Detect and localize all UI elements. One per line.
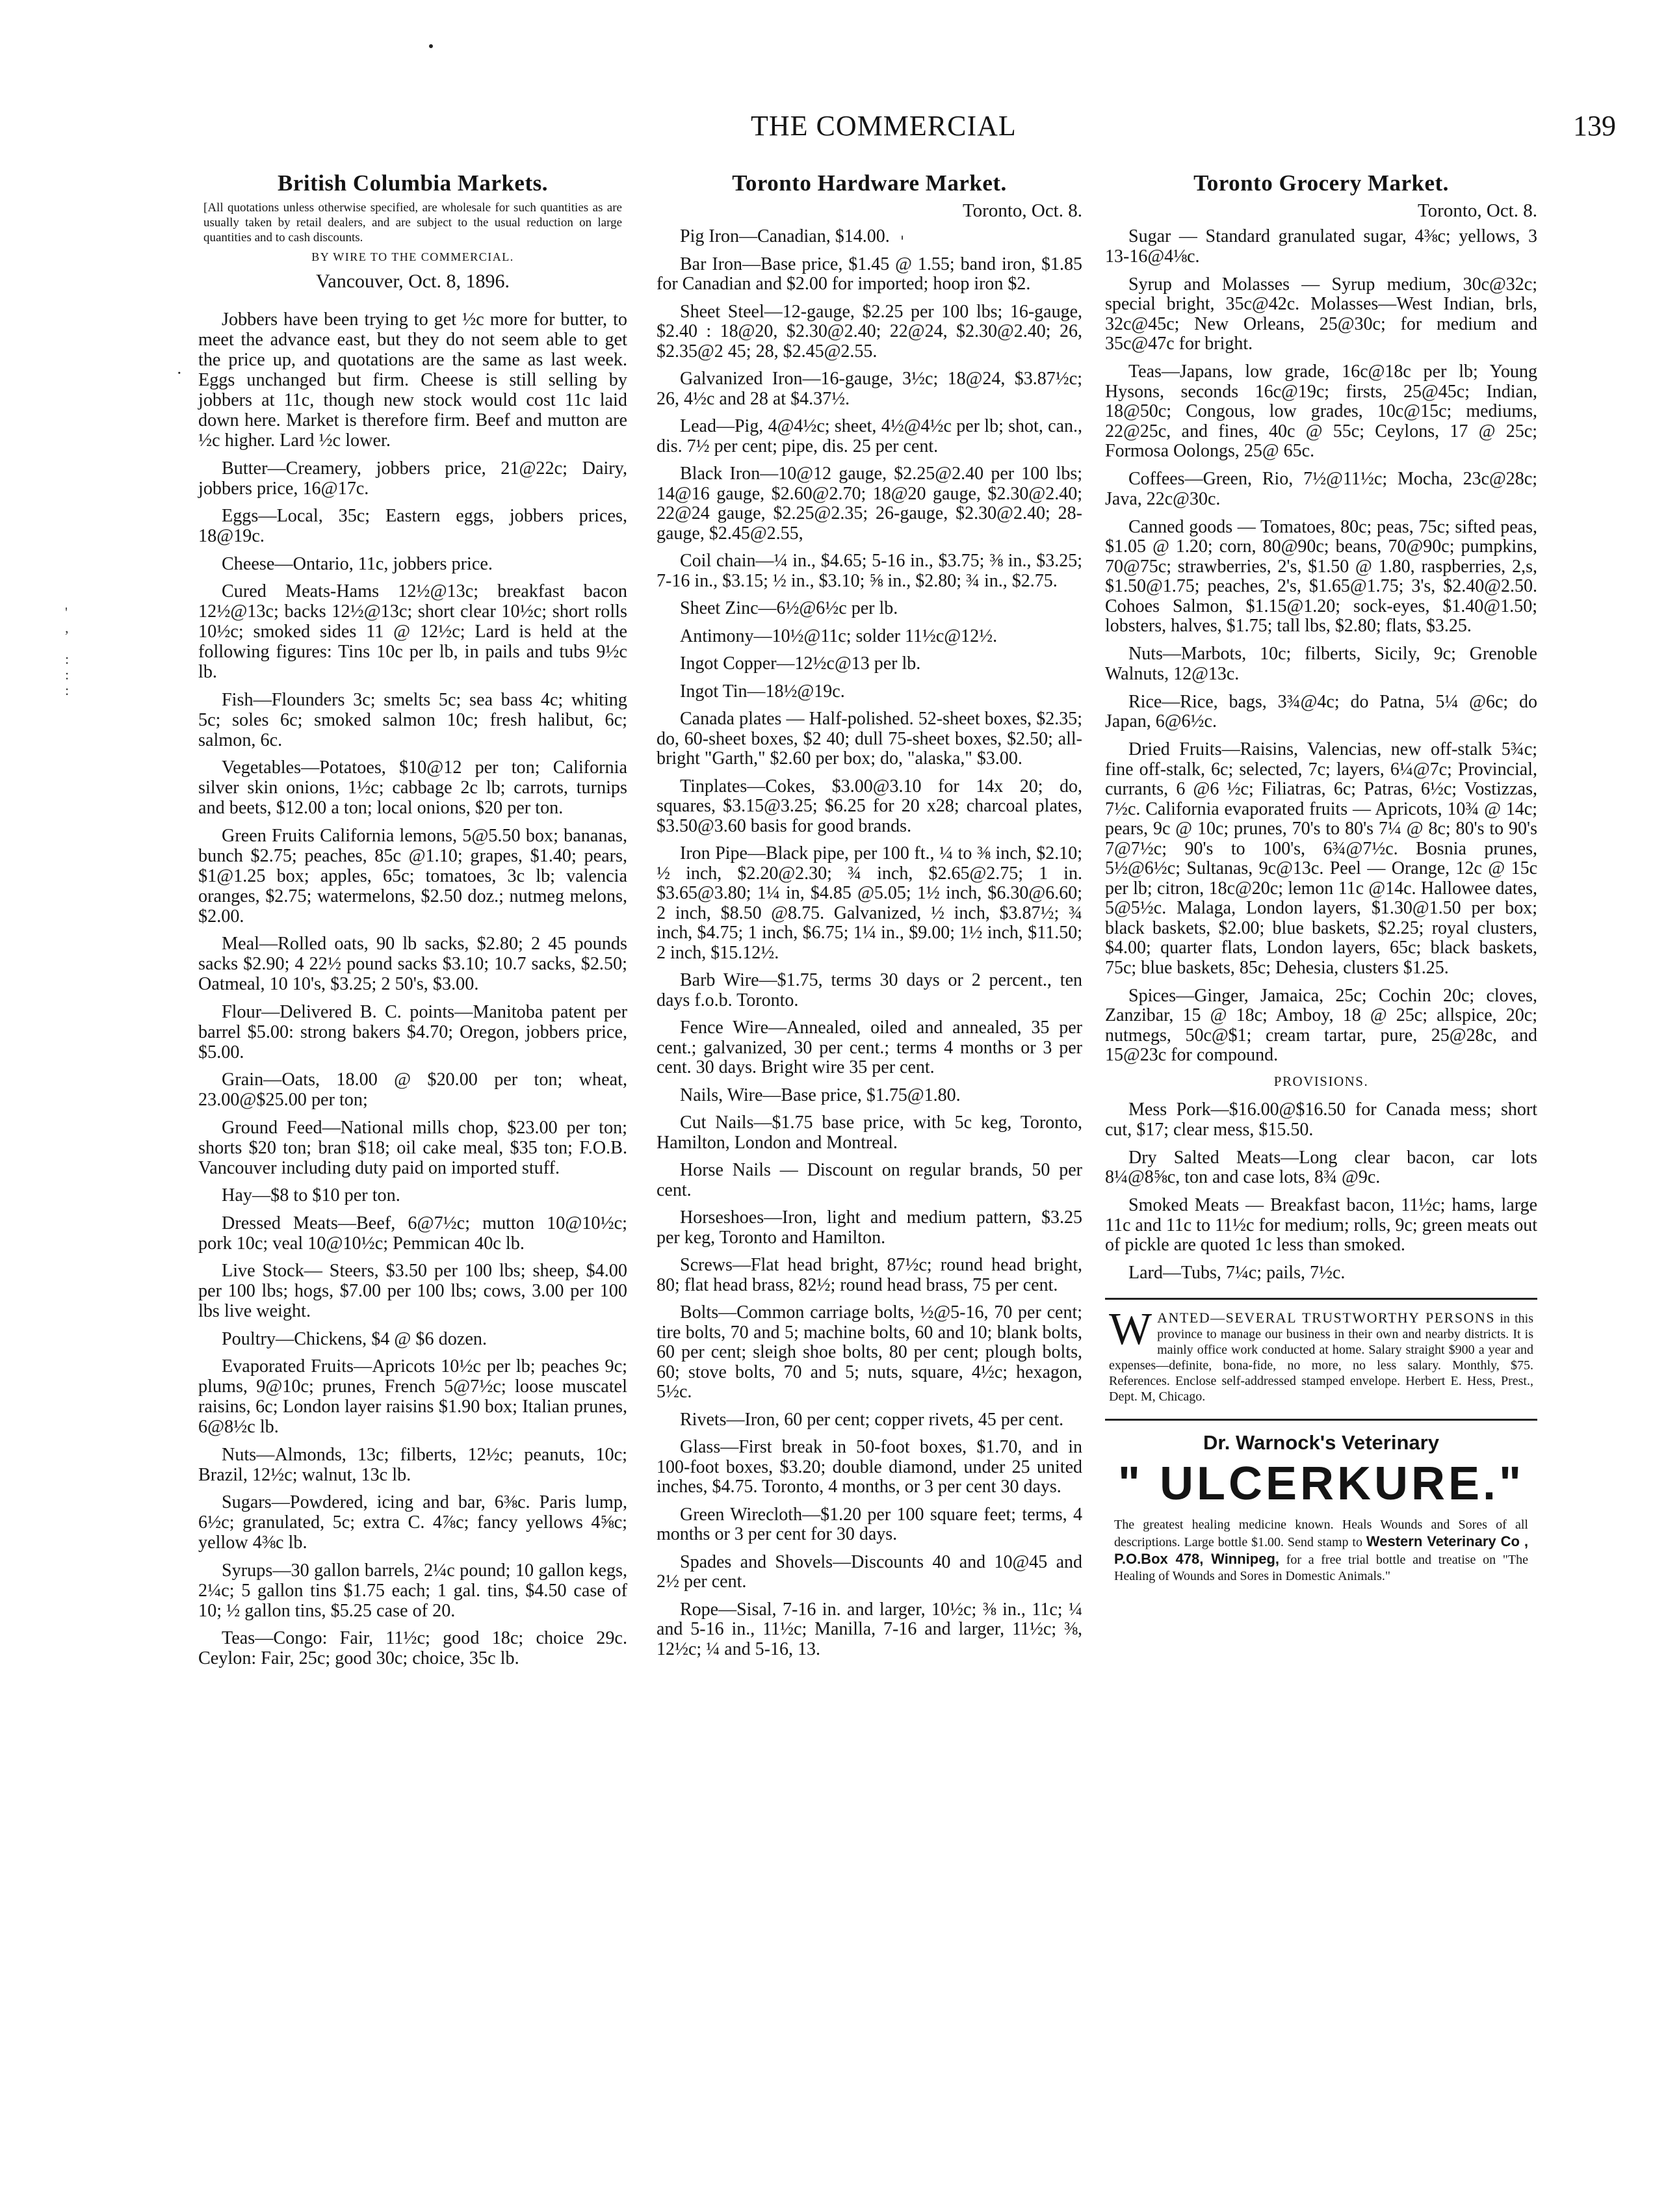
print-speck <box>429 44 433 48</box>
section-title: British Columbia Markets. <box>278 170 548 196</box>
price-item: Sheet Zinc—6½@6½c per lb. <box>680 598 898 618</box>
price-item: Sugars—Powdered, icing and bar, 6⅜c. Paris lump, 6½c; granulated, 5c; extra C. 4⅞c; fancy yellows 4⅝c; yellow 4⅜c lb. <box>198 1492 627 1553</box>
price-item: Grain—Oats, 18.00 @ $20.00 per ton; wheat, 23.00@$25.00 per ton; <box>198 1070 627 1110</box>
market-items <box>1105 227 1537 1066</box>
price-item: Canada plates — Half-polished. 52-sheet boxes, $2.35; do, 60-sheet boxes, $2 40; dull 75-sheet boxes, $2.50; all-bright "Garth," $2.60 per box; do, "alaska," $3.00. <box>657 709 1082 769</box>
price-item: Vegetables—Potatoes, $10@12 per ton; California silver skin onions, 1½c; cabbage 2c lb; carrots, turnips and beets, $12.00 a ton; local onions, $20 per ton. <box>198 757 627 818</box>
price-item: Flour—Delivered B. C. points—Manitoba patent per barrel $5.00: strong bakers $4.70; Oregon, jobbers price, $5.00. <box>198 1001 627 1062</box>
price-item: Syrup and Molasses — Syrup medium, 30c@32c; special bright, 35c@42c. Molasses—West Indian, brls, 32c@45c; New Orleans, 25@30c; for medium and 35c@47c for bright. <box>1105 274 1537 354</box>
vet-ad-product: " ULCERKURE." <box>1117 1457 1525 1510</box>
price-item: Jobbers have been trying to get ½c more for butter, to meet the advance east, but they do not seem able to get the price up, and quotations are the same as last week. Eggs unchanged but firm. Cheese is still selling by jobbers at 11c, though new stock would cost 11c laid down here. Market is therefore firm. Beef and mutton are ½c higher. Lard ½c lower. <box>198 309 627 451</box>
price-item: Eggs—Local, 35c; Eastern eggs, jobbers prices, 18@19c. <box>198 506 627 546</box>
margin-marks: ' , : : : <box>65 604 70 698</box>
price-item: Hay—$8 to $10 per ton. <box>222 1185 400 1205</box>
price-item: Poultry—Chickens, $4 @ $6 dozen. <box>222 1328 488 1349</box>
price-item: Antimony—10½@11c; solder 11½c@12½. <box>680 625 998 646</box>
price-item: Cured Meats-Hams 12½@13c; breakfast bacon 12½@13c; backs 12½@13c; short clear 10½c; short rolls 10½c; smoked sides 11 @ 12½c; Lard is held at the following figures: Tins 10c per lb, in pails and tubs 9½c lb. <box>198 581 627 682</box>
price-item: Spades and Shovels—Discounts 40 and 10@45 and 2½ per cent. <box>657 1551 1082 1592</box>
vet-ad-text: The greatest healing medicine known. Heals Wounds and Sores of all descriptions. Large bottle $1.00. Send stamp to <box>1114 1517 1528 1549</box>
price-item: Black Iron—10@12 gauge, $2.25@2.40 per 100 lbs; 14@16 gauge, $2.60@2.70; 18@20 gauge, $2.30@2.40; 22@24 gauge, $2.25@2.35; 26-gauge, $2.30@2.40; 28-gauge, $2.45@2.55, <box>657 464 1082 544</box>
price-item: Coil chain—¼ in., $4.65; 5-16 in., $3.75; ⅜ in., $3.25; 7-16 in., $3.15; ½ in., $3.10; ⅝ in., $2.80; ¾ in., $2.75. <box>657 551 1082 591</box>
price-item: Ingot Tin—18½@19c. <box>680 681 845 702</box>
price-item: Syrups—30 gallon barrels, 2¼c pound; 10 gallon kegs, 2¼c; 5 gallon tins $1.75 each; 1 gal. tins, $4.50 case of 10; ½ gallon tins, $5.25 case of 20. <box>198 1560 627 1621</box>
price-item: Teas—Japans, low grade, 16c@18c per lb; Young Hysons, seconds 16c@19c; firsts, 25@45c; Indian, 18@50c; Congous, low grades, 10c@15c; mediums, 22@25c, and fines, 40c @ 55c; Ceylons, 17 @ 25c; Formosa Oolongs, 25@ 65c. <box>1105 362 1537 461</box>
dateline: Toronto, Oct. 8. <box>1417 200 1537 221</box>
provisions-heading: PROVISIONS. <box>1273 1073 1369 1089</box>
price-item: Rice—Rice, bags, 3¾@4c; do Patna, 5¼ @6c; do Japan, 6@6½c. <box>1105 691 1537 731</box>
price-item: Cheese—Ontario, 11c, jobbers price. <box>222 553 493 574</box>
price-item: Screws—Flat head bright, 87½c; round head bright, 80; flat head brass, 82½; round head brass, 75 per cent. <box>657 1255 1082 1295</box>
market-items <box>657 227 1082 1659</box>
price-item: Dried Fruits—Raisins, Valencias, new off-stalk 5¾c; fine off-stalk, 6c; selected, 7c; layers, 6¼@7c; Provincial, currants, 6 @6 ½c; Filiatras, 6c; Patras, 6½c; Vostizzas, 7½c. California evaporated fruits — Apricots, 10¾ @ 14c; pears, 9c @ 10c; prunes, 70's to 80's 7¼ @ 8c; 80's to 90's 7@7½c; 90's to 100's, 6¾@7½c. Bosnia prunes, 5½@6½c; Sultanas, 9c@13c. Peel — Orange, 12c @ 15c per lb; citron, 18c@20c; lemon 11c @14c. Hallowee dates, 5@5½c. Malaga, London layers, $1.30@1.50 per box; black baskets, $2.00; blue baskets, $2.25; royal clusters, $4.00; quarter flats, London layers, 65c; black baskets, 75c; blue baskets, 85c; Dehesia, clusters $1.25. <box>1105 739 1537 978</box>
price-item: Fence Wire—Annealed, oiled and annealed, 35 per cent.; galvanized, 30 per cent.; terms 4 months or 3 per cent. 30 days. Bright wire 35 per cent. <box>657 1018 1082 1077</box>
price-item: Rope—Sisal, 7-16 in. and larger, 10½c; ⅜ in., 11c; ¼ and 5-16 in., 11½c; Manilla, 7-16 and larger, 11½c; ⅜, 12½c; ¼ and 5-16, 13. <box>657 1599 1082 1659</box>
price-item: Glass—First break in 50-foot boxes, $1.70, and in 100-foot boxes, $3.20; double diamond, under 25 united inches, $4.75. Toronto, 4 months, or 3 per cent 30 days. <box>657 1437 1082 1497</box>
price-item: Green Wirecloth—$1.20 per 100 square feet; terms, 4 months or 3 per cent for 30 days. <box>657 1504 1082 1544</box>
vet-ad-body <box>1114 1517 1528 1585</box>
price-item: Spices—Ginger, Jamaica, 25c; Cochin 20c; cloves, Zanzibar, 15 @ 18c; Amboy, 18 @ 25c; allspice, 20c; nutmegs, 50c@$1; cream tartar, pure, 25@28c, and 15@23c for compound. <box>1105 985 1537 1065</box>
dateline: Vancouver, Oct. 8, 1896. <box>316 270 510 292</box>
price-item: Cut Nails—$1.75 base price, with 5c keg, Toronto, Hamilton, London and Montreal. <box>657 1113 1082 1153</box>
price-item: Pig Iron—Canadian, $14.00. <box>680 226 890 246</box>
provisions-items <box>1105 1100 1537 1284</box>
price-item: Canned goods — Tomatoes, 80c; peas, 75c; sifted peas, $1.05 @ 1.20; corn, 80@90c; beans, 70@90c; pumpkins, 70@75c; strawberries, 2's, $1.50 @ 1.80, raspberries, 2,s, $1.50@1.75; peaches, 2's, $1.65@1.75; 3's, $2.40@2.50. Cohoes Salmon, $1.15@1.20; sock-eyes, $1.40@1.50; lobsters, halves, $1.75; tall lbs, $2.80; flats, $3.25. <box>1105 516 1537 636</box>
price-item: Fish—Flounders 3c; smelts 5c; sea bass 4c; whiting 5c; soles 6c; smoked salmon 10c; fresh halibut, 6c; salmon, 6c. <box>198 689 627 750</box>
ad-heading: ANTED—SEVERAL TRUSTWORTHY PERSONS <box>1157 1309 1496 1326</box>
dateline: Toronto, Oct. 8. <box>962 200 1082 221</box>
ad-body: in this province to manage our business in their own and nearby districts. It is mainly office work conducted at home. Salary straight $900 a year and expenses—definite, bona-fide, no more, no less salary. Monthly, $75. References. Enclose self-addressed stamped envelope. Herbert E. Hess, Prest., Dept. M, Chicago. <box>1109 1311 1534 1404</box>
price-item: Mess Pork—$16.00@$16.50 for Canada mess; short cut, $17; clear mess, $15.50. <box>1105 1099 1537 1140</box>
price-item: Live Stock— Steers, $3.50 per 100 lbs; sheep, $4.00 per 100 lbs; hogs, $7.00 per 100 lbs; cows, 3.00 per 100 lbs live weight. <box>198 1261 627 1321</box>
quotation-note: [All quotations unless otherwise specified, are wholesale for such quantities as are usually taken by retail dealers, and are subject to the usual reduction on large quantities and to cash discounts. <box>203 201 622 244</box>
price-item: Ingot Copper—12½c@13 per lb. <box>680 653 921 674</box>
price-item: Nuts—Marbots, 10c; filberts, Sicily, 9c; Grenoble Walnuts, 12@13c. <box>1105 644 1537 684</box>
column-british-columbia <box>198 170 627 1676</box>
section-title: Toronto Grocery Market. <box>1193 170 1449 196</box>
price-item: Coffees—Green, Rio, 7½@11½c; Mocha, 23c@28c; Java, 22c@30c. <box>1105 469 1537 509</box>
price-item: Dressed Meats—Beef, 6@7½c; mutton 10@10½c; pork 10c; veal 10@10½c; Pemmican 40c lb. <box>198 1213 627 1254</box>
vet-ad-title: Dr. Warnock's Veterinary <box>1203 1430 1439 1454</box>
price-item: Bar Iron—Base price, $1.45 @ 1.55; band iron, $1.85 for Canadian and $2.00 for imported; hoop iron $2. <box>657 254 1082 294</box>
price-item: Dry Salted Meats—Long clear bacon, car lots 8¼@8⅝c, ton and case lots, 8¾ @9c. <box>1105 1147 1537 1187</box>
stray-mark: ' <box>900 234 905 250</box>
running-title: THE COMMERCIAL <box>751 110 1017 142</box>
price-item: Smoked Meats — Breakfast bacon, 11½c; hams, large 11c and 11c to 11½c for medium; rolls, 9c; green meats out of pickle are quoted 1c less than smoked. <box>1105 1195 1537 1255</box>
market-items <box>198 309 627 1668</box>
margin-tick: · <box>177 364 182 382</box>
price-item: Lead—Pig, 4@4½c; sheet, 4½@4½c per lb; shot, can., dis. 7½ per cent; pipe, dis. 25 per cent. <box>657 416 1082 456</box>
drop-cap: W <box>1109 1304 1152 1354</box>
divider <box>1105 1419 1537 1421</box>
price-item: Sheet Steel—12-gauge, $2.25 per 100 lbs; 16-gauge, $2.40 : 18@20, $2.30@2.40; 22@24, $2.30@2.40; 26, $2.35@2 45; 28, $2.45@2.55. <box>657 301 1082 362</box>
price-item: Nuts—Almonds, 13c; filberts, 12½c; peanuts, 10c; Brazil, 12½c; walnut, 13c lb. <box>198 1444 627 1485</box>
price-item: Iron Pipe—Black pipe, per 100 ft., ¼ to ⅜ inch, $2.10; ½ inch, $2.20@2.30; ¾ inch, $2.65@2.75; 1 in. $3.65@3.80; 1¼ in, $4.85 @5.05; 1½ inch, $6.30@6.60; 2 inch, $8.50 @8.75. Galvanized, ½ inch, $3.87½; ¾ inch, $4.75; 1 inch, $6.75; 1¼ in., $9.00; 1½ inch, $11.50; 2 inch, $15.12½. <box>657 843 1082 963</box>
vet-ad-company: Western Veterinary Co , P.O.Box 478, Winnipeg, <box>1114 1533 1529 1567</box>
wanted-advertisement <box>1109 1304 1534 1404</box>
price-item: Horse Nails — Discount on regular brands, 50 per cent. <box>657 1160 1082 1200</box>
price-item: Rivets—Iron, 60 per cent; copper rivets, 45 per cent. <box>680 1409 1064 1430</box>
price-item: Evaporated Fruits—Apricots 10½c per lb; peaches 9c; plums, 9@10c; prunes, French 5@7½c; loose muscatel raisins, 6c; London layer raisins $1.90 box; Italian prunes, 6@8½c lb. <box>198 1356 627 1437</box>
page-number: 139 <box>1573 110 1616 142</box>
column-toronto-hardware <box>657 170 1082 1667</box>
price-item: Tinplates—Cokes, $3.00@3.10 for 14x 20; do, squares, $3.15@3.25; $6.25 for 20 x28; charcoal plates, $3.50@3.60 basis for good brands. <box>657 776 1082 836</box>
price-item: Sugar — Standard granulated sugar, 4⅜c; yellows, 3 13-16@4⅛c. <box>1105 226 1537 267</box>
price-item: Bolts—Common carriage bolts, ½@5-16, 70 per cent; tire bolts, 70 and 5; machine bolts, 60 and 10; blank bolts, 60 per cent; sleigh shoe bolts, 80 per cent; plough bolts, 60; stove bolts, 70 and 5; nuts, square, 4½c; hexagon, 5½c. <box>657 1302 1082 1402</box>
price-item: Galvanized Iron—16-gauge, 3½c; 18@24, $3.87½c; 26, 4½c and 28 at $4.37½. <box>657 369 1082 409</box>
vet-ad-text-end: for a free trial bottle and treatise on "The Healing of Wounds and Sores in Domestic Animals." <box>1114 1552 1529 1583</box>
price-item: Barb Wire—$1.75, terms 30 days or 2 percent., ten days f.o.b. Toronto. <box>657 970 1082 1010</box>
section-title: Toronto Hardware Market. <box>732 170 1007 196</box>
price-item: Green Fruits California lemons, 5@5.50 box; bananas, bunch $2.75; peaches, 85c @1.10; grapes, $1.40; pears, $1@1.25 box; apples, 65c; tomatoes, 3c lb; valencia oranges, $2.75; watermelons, $2.50 doz.; nutmeg melons, $2.00. <box>198 825 627 927</box>
price-item: Horseshoes—Iron, light and medium pattern, $3.25 per keg, Toronto and Hamilton. <box>657 1207 1082 1248</box>
byline: BY WIRE TO THE COMMERCIAL. <box>311 250 514 263</box>
price-item: Ground Feed—National mills chop, $23.00 per ton; shorts $20 ton; bran $18; oil cake meal, $35 ton; F.O.B. Vancouver including duty paid on imported stuff. <box>198 1117 627 1178</box>
column-toronto-grocery <box>1105 170 1537 1585</box>
price-item: Butter—Creamery, jobbers price, 21@22c; Dairy, jobbers price, 16@17c. <box>198 458 627 499</box>
divider <box>1105 1298 1537 1300</box>
price-item: Nails, Wire—Base price, $1.75@1.80. <box>680 1085 961 1105</box>
price-item: Meal—Rolled oats, 90 lb sacks, $2.80; 2 45 pounds sacks $2.90; 4 22½ pound sacks $3.10; 10.7 sacks, $2.50; Oatmeal, 10 10's, $3.25; 2 50's, $3.00. <box>198 934 627 994</box>
price-item: Teas—Congo: Fair, 11½c; good 18c; choice 29c. Ceylon: Fair, 25c; good 30c; choice, 35c lb. <box>198 1628 627 1668</box>
price-item: Lard—Tubs, 7¼c; pails, 7½c. <box>1128 1263 1346 1283</box>
